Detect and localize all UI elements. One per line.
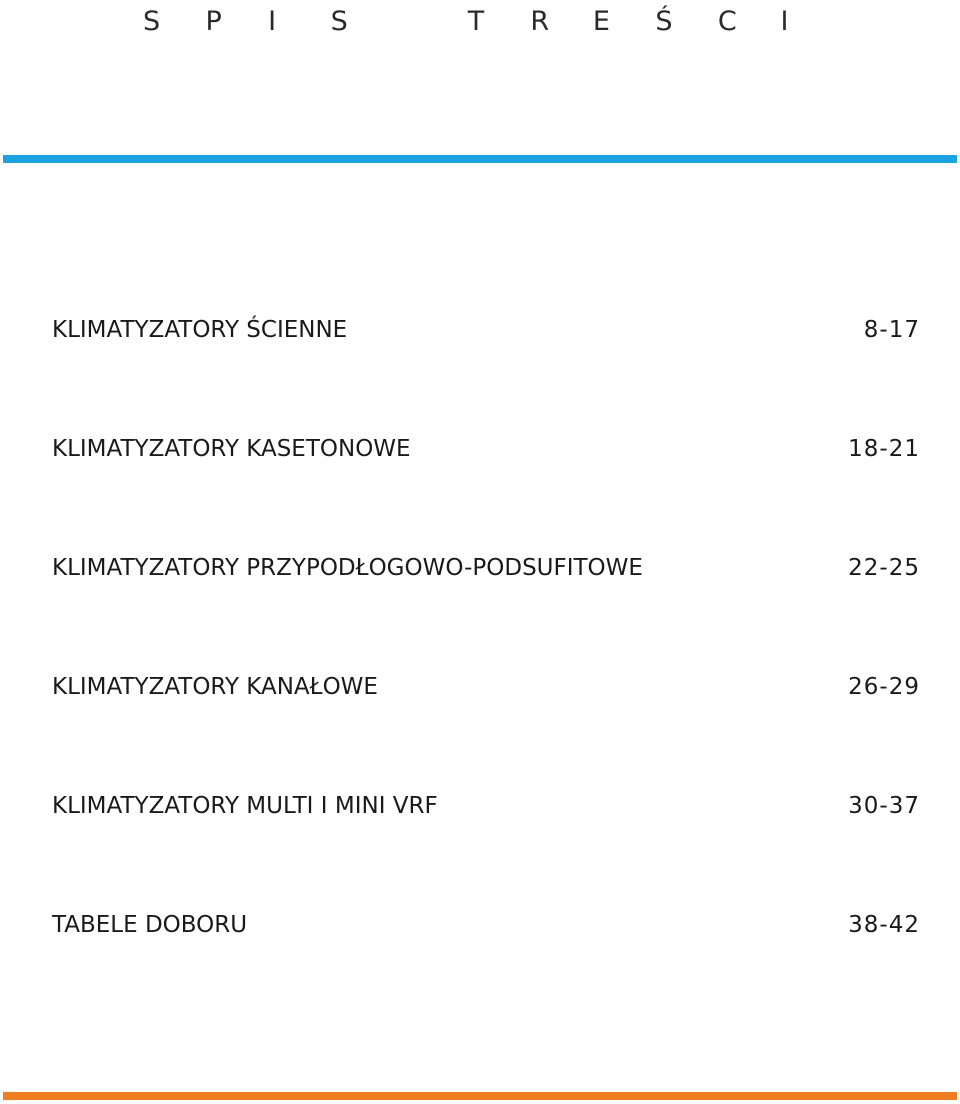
toc-entry-label: KLIMATYZATORY KANAŁOWE <box>52 674 378 700</box>
bottom-divider <box>3 1092 957 1100</box>
title-letter: Ś <box>655 5 673 37</box>
toc-entry-tabele[interactable] <box>52 905 920 1024</box>
toc-entry-label: KLIMATYZATORY PRZYPODŁOGOWO-PODSUFITOWE <box>52 555 643 581</box>
toc-entry-kasetonowe[interactable] <box>52 429 920 548</box>
toc-entry-pages: 8-17 <box>863 317 920 343</box>
table-of-contents <box>52 310 920 1024</box>
toc-entry-pages: 22-25 <box>848 555 920 581</box>
toc-entry-pages: 26-29 <box>848 674 920 700</box>
title-letter: I <box>268 5 277 37</box>
toc-entry-label: KLIMATYZATORY KASETONOWE <box>52 436 411 462</box>
toc-entry-pages: 18-21 <box>848 436 920 462</box>
toc-entry-kanalowe[interactable] <box>52 667 920 786</box>
title-letter: T <box>467 5 485 37</box>
top-divider <box>3 155 957 163</box>
toc-entry-label: TABELE DOBORU <box>52 912 248 938</box>
title-letter: E <box>592 5 610 37</box>
toc-entry-pages: 38-42 <box>848 912 920 938</box>
page-title <box>143 3 843 39</box>
toc-entry-label: KLIMATYZATORY MULTI I MINI VRF <box>52 793 438 819</box>
toc-entry-multi-vrf[interactable] <box>52 786 920 905</box>
toc-entry-pages: 30-37 <box>848 793 920 819</box>
title-letter: P <box>205 5 222 37</box>
toc-entry-scienne[interactable] <box>52 310 920 429</box>
title-letter: S <box>143 5 161 37</box>
toc-entry-przypodlogowo[interactable] <box>52 548 920 667</box>
title-letter: S <box>330 5 348 37</box>
title-letter: I <box>780 5 789 37</box>
title-letter: R <box>530 5 550 37</box>
toc-entry-label: KLIMATYZATORY ŚCIENNE <box>52 317 348 343</box>
title-letter: C <box>717 5 737 37</box>
